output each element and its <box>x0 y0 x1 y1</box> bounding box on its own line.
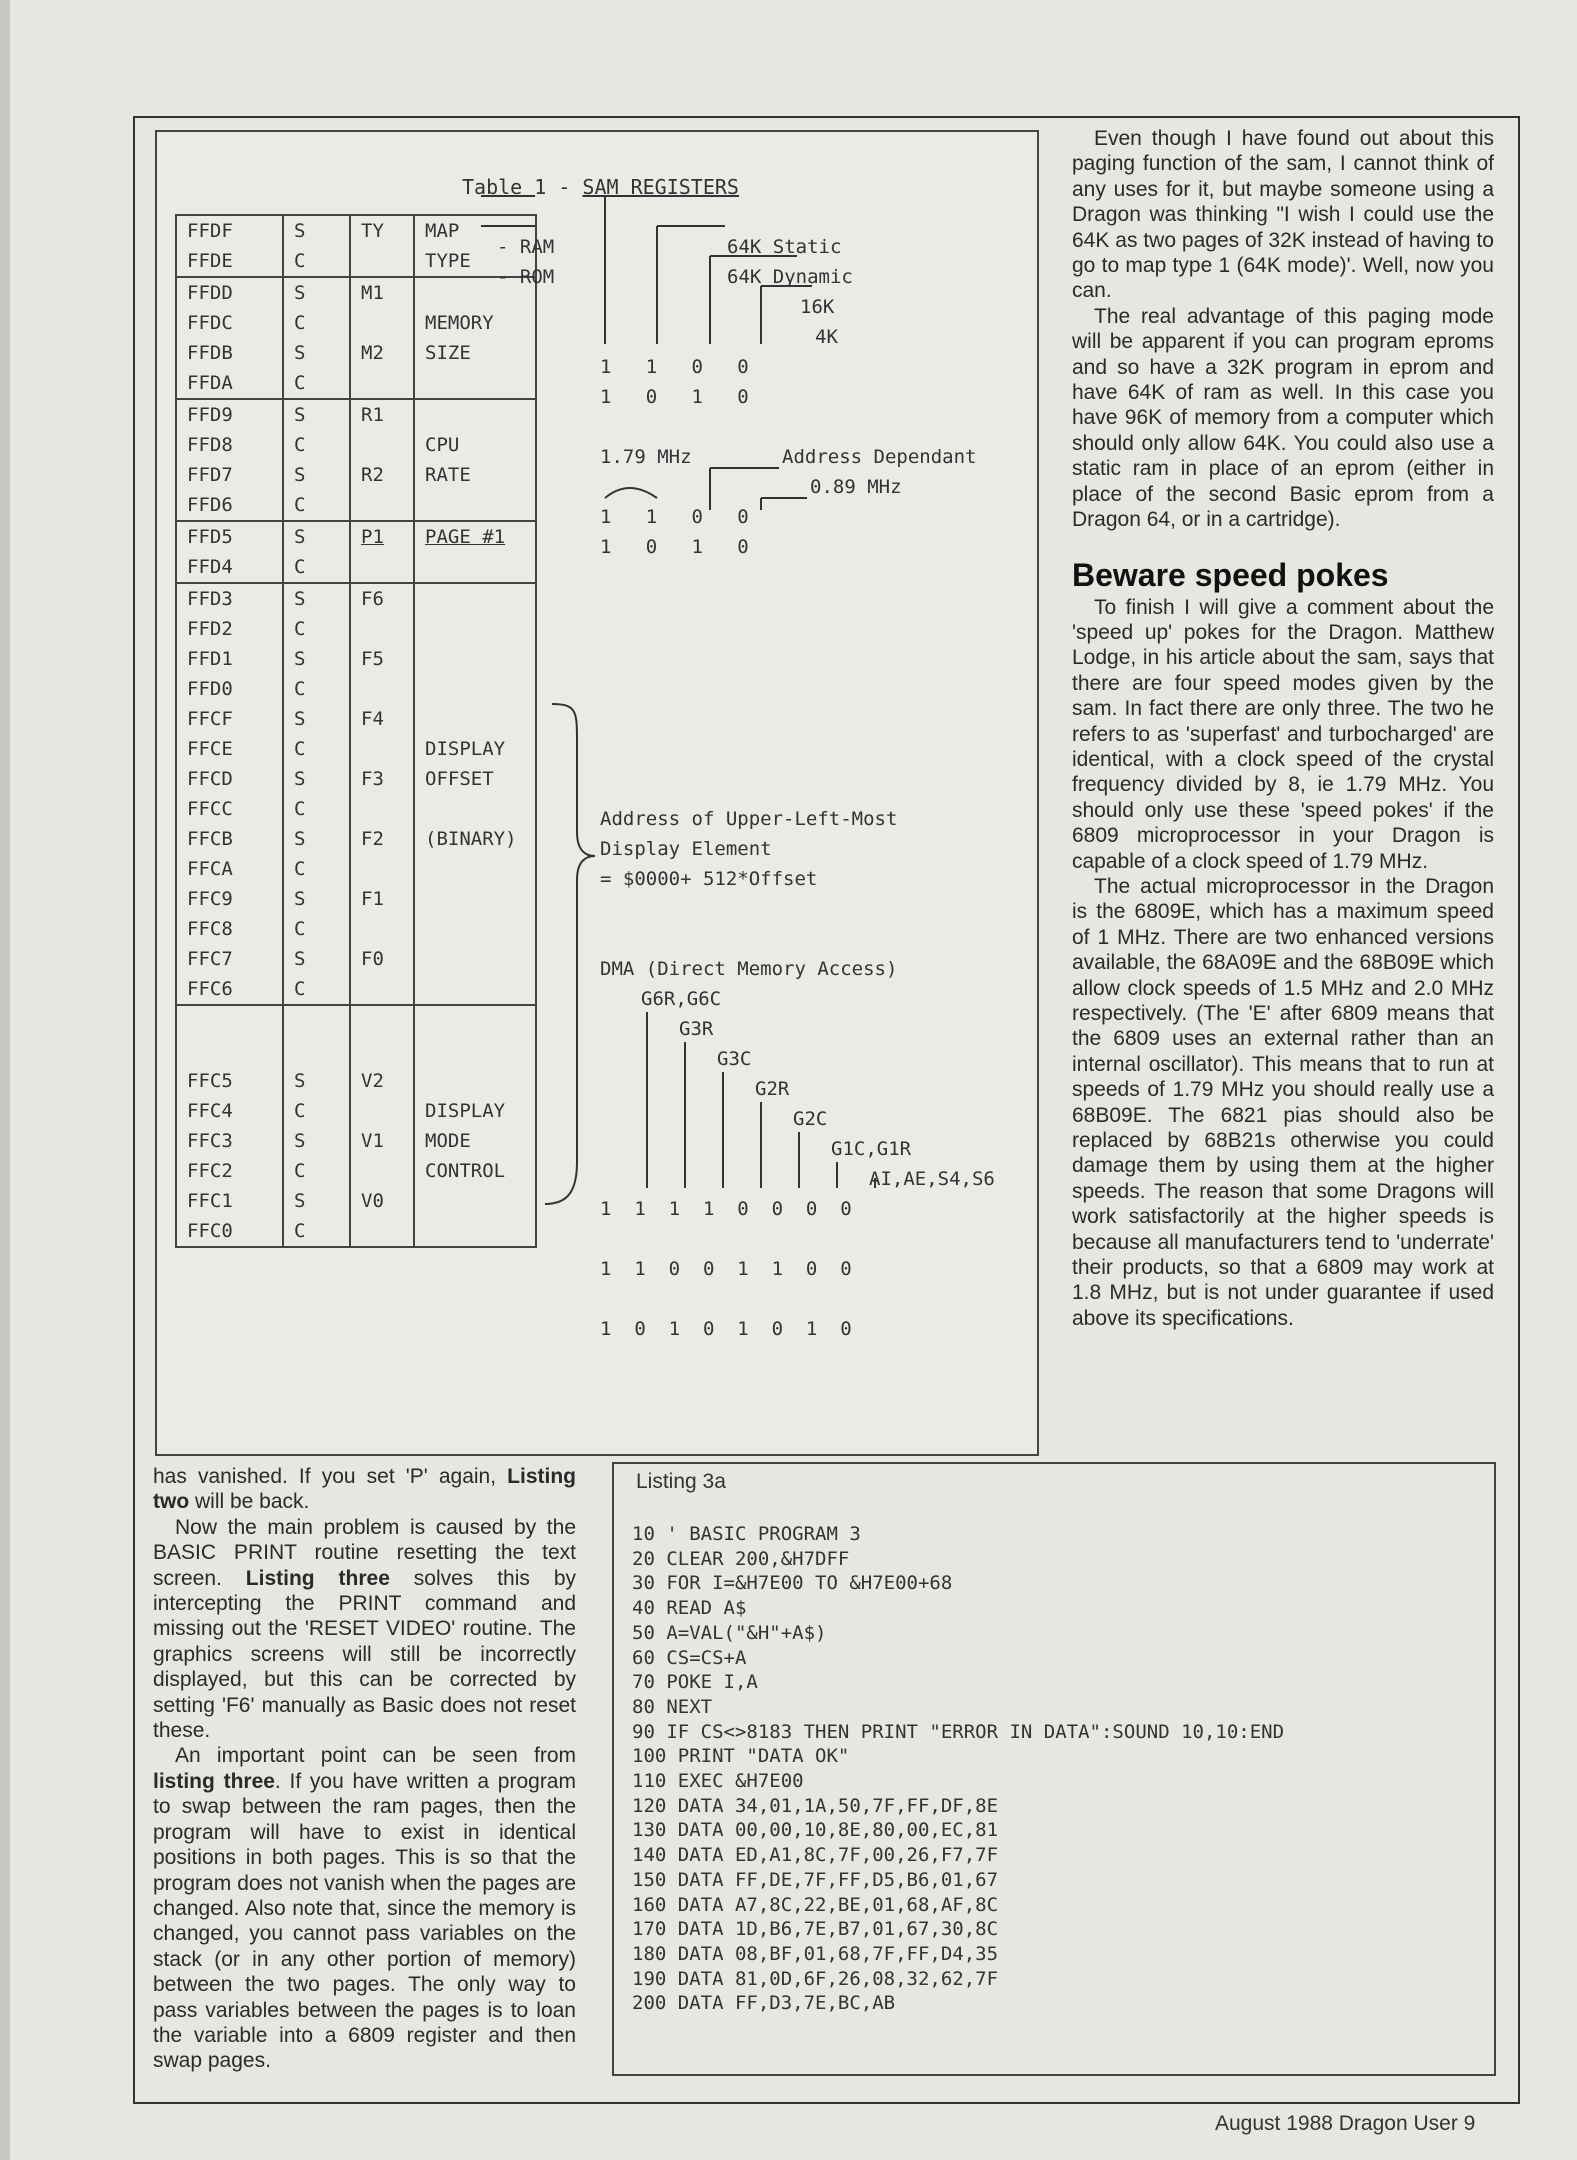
code-line: 110 EXEC &H7E00 <box>632 1770 804 1793</box>
register-address: FFC7 <box>176 944 283 974</box>
code-line: 100 PRINT "DATA OK" <box>632 1745 850 1768</box>
register-set-clear: C <box>283 490 350 521</box>
register-set-clear: S <box>283 704 350 734</box>
register-address: FFDB <box>176 338 283 368</box>
register-bit: M1 <box>350 277 414 308</box>
text-run: will be back. <box>189 1490 310 1514</box>
note-16k: 16K <box>800 296 835 318</box>
code-line: 200 DATA FF,D3,7E,BC,AB <box>632 1992 896 2015</box>
register-label: TYPE <box>414 246 536 277</box>
mode-row-3: 1 0 1 0 1 0 1 0 <box>600 1318 852 1340</box>
sam-registers-table <box>155 130 1039 1456</box>
register-bit: F6 <box>350 583 414 614</box>
register-set-clear: S <box>283 1126 350 1156</box>
register-set-clear: C <box>283 914 350 944</box>
register-bit: F5 <box>350 644 414 674</box>
annotation-lines <box>157 132 1037 1454</box>
register-set-clear: C <box>283 246 350 277</box>
register-address: FFD4 <box>176 552 283 583</box>
paragraph <box>153 1743 576 2073</box>
cpu-rate-row-2: 1 0 1 0 <box>600 536 749 558</box>
register-label: MODE <box>414 1126 536 1156</box>
note-address-dependant: Address Dependant <box>782 446 977 468</box>
register-bit: R2 <box>350 460 414 490</box>
register-set-clear: S <box>283 824 350 854</box>
paragraph: Even though I have found out about this paging function of the sam, I cannot think of any uses for it, but maybe someone using a Dragon was thinking "I wish I could use the 64K as two pages of 32K instead of having to go to map type 1 (64K mode)'. Well, now you can. <box>1072 127 1494 303</box>
register-set-clear: C <box>283 1216 350 1247</box>
mode-row-2: 1 1 0 0 1 1 0 0 <box>600 1258 852 1280</box>
register-set-clear: S <box>283 460 350 490</box>
code-line: 160 DATA A7,8C,22,BE,01,68,AF,8C <box>632 1893 999 1916</box>
register-bit: M2 <box>350 338 414 368</box>
bold-text-run: Listing two <box>153 1465 576 1514</box>
register-label: CPU <box>414 430 536 460</box>
text-run: Now the main problem is caused by the BASIC PRINT routine resetting the text screen. <box>153 1515 576 1590</box>
register-set-clear: S <box>283 764 350 794</box>
register-set-clear: S <box>283 884 350 914</box>
note-64k-static: 64K Static <box>727 236 842 258</box>
register-label: MAP <box>414 215 536 246</box>
register-address: FFC3 <box>176 1126 283 1156</box>
register-bit: P1 <box>350 521 414 552</box>
register-label: MEMORY <box>414 308 536 338</box>
register-label: DISPLAY <box>414 1096 536 1126</box>
register-address: FFD1 <box>176 644 283 674</box>
register-address: FFC8 <box>176 914 283 944</box>
register-address: FFDF <box>176 215 283 246</box>
cpu-rate-row-1: 1 1 0 0 <box>600 506 749 528</box>
register-set-clear: C <box>283 674 350 704</box>
register-set-clear: S <box>283 1066 350 1096</box>
register-label: DISPLAY <box>414 734 536 764</box>
paragraph <box>153 1515 576 1744</box>
register-set-clear: C <box>283 552 350 583</box>
register-address: FFD8 <box>176 430 283 460</box>
paragraph: To finish I will give a comment about the 'speed up' pokes for the Dragon. Matthew Lodge, in his article about the sam, says that there are four speed modes given by the sam. In fact there are only three. The two he refers to as 'superfast' and turbocharged' are identical, with a clock speed of the crystal frequency divided by 8, ie 1.79 MHz. You should only use these 'speed pokes' if the 6809 microprocessor in your Dragon is capable of a clock speed of 1.79 MHz. <box>1072 595 1494 873</box>
note-g2r: G2R <box>755 1078 790 1100</box>
register-set-clear: S <box>283 277 350 308</box>
register-bit: F3 <box>350 764 414 794</box>
right-column-text <box>1072 126 1494 1331</box>
note-g3r: G3R <box>679 1018 714 1040</box>
register-set-clear: C <box>283 430 350 460</box>
register-address: FFC5 <box>176 1066 283 1096</box>
register-address: FFD2 <box>176 614 283 644</box>
register-address: FFDC <box>176 308 283 338</box>
note-display-element: Display Element <box>600 838 772 860</box>
register-address: FFCB <box>176 824 283 854</box>
page-spine-shadow <box>0 0 10 2160</box>
left-column-text <box>153 1464 576 2074</box>
register-address: FFDA <box>176 368 283 399</box>
code-line: 150 DATA FF,DE,7F,FF,D5,B6,01,67 <box>632 1868 999 1891</box>
note-ai: AI,AE,S4,S6 <box>869 1168 995 1190</box>
mode-row-1: 1 1 1 1 0 0 0 0 <box>600 1198 852 1220</box>
register-set-clear: S <box>283 399 350 430</box>
register-set-clear: C <box>283 368 350 399</box>
register-label: OFFSET <box>414 764 536 794</box>
section-heading: Beware speed pokes <box>1072 556 1389 593</box>
mem-size-row-1: 1 1 0 0 <box>600 356 749 378</box>
register-address: FFCC <box>176 794 283 824</box>
register-bit: TY <box>350 215 414 246</box>
code-line: 180 DATA 08,BF,01,68,7F,FF,D4,35 <box>632 1942 999 1965</box>
register-set-clear: C <box>283 1096 350 1126</box>
table-title-main: SAM REGISTERS <box>582 175 739 199</box>
code-line: 60 CS=CS+A <box>632 1646 747 1669</box>
note-g6: G6R,G6C <box>641 988 722 1010</box>
code-line: 120 DATA 34,01,1A,50,7F,FF,DF,8E <box>632 1794 999 1817</box>
note-dma: DMA (Direct Memory Access) <box>600 958 898 980</box>
register-set-clear: S <box>283 1186 350 1216</box>
code-line: 40 READ A$ <box>632 1597 747 1620</box>
offset-brace <box>545 704 595 1204</box>
register-bit: R1 <box>350 399 414 430</box>
register-bit: V2 <box>350 1066 414 1096</box>
register-label: RATE <box>414 460 536 490</box>
note-64k-dynamic: 64K Dynamic <box>727 266 853 288</box>
register-address: FFCD <box>176 764 283 794</box>
code-line: 170 DATA 1D,B6,7E,B7,01,67,30,8C <box>632 1918 999 1941</box>
register-address: FFD9 <box>176 399 283 430</box>
register-set-clear: C <box>283 1156 350 1186</box>
register-address: FFD0 <box>176 674 283 704</box>
code-line: 90 IF CS<>8183 THEN PRINT "ERROR IN DATA":SOUND 10,10:END <box>632 1720 1285 1743</box>
bold-text-run: listing three <box>153 1769 275 1793</box>
register-set-clear: C <box>283 734 350 764</box>
mhz179-brace <box>605 488 657 498</box>
text-run: . If you have written a program to swap between the ram pages, then the program will have to exist in identical positions in both pages. This is so that the program does not vanish when the pages are changed. Also note that, since the memory is changed, you cannot pass variables on the stack (or in any other portion of memory) between the two pages. The only way to pass variables between the pages is to loan the variable into a 6809 register and then swap pages. <box>153 1769 576 2073</box>
register-address: FFC4 <box>176 1096 283 1126</box>
register-set-clear: C <box>283 614 350 644</box>
mem-size-row-2: 1 0 1 0 <box>600 386 749 408</box>
register-set-clear: C <box>283 974 350 1005</box>
code-line: 140 DATA ED,A1,8C,7F,00,26,F7,7F <box>632 1844 999 1867</box>
register-set-clear: S <box>283 338 350 368</box>
text-run: solves this by intercepting the PRINT command and missing out the 'RESET VIDEO' routine. The graphics screens will still be incorrectly displayed, but this can be corrected by setting 'F6' manually as Basic does not reset these. <box>153 1566 576 1743</box>
page-footer: August 1988 Dragon User 9 <box>1215 2112 1476 2135</box>
register-address: FFC6 <box>176 974 283 1005</box>
paragraph: The actual microprocessor in the Dragon is the 6809E, which has a maximum speed of 1 MHz. There are two enhanced versions available, the 68A09E and the 68B09E which allow clock speeds of 1.5 MHz and 2.0 MHz respectively. (The 'E' after 6809 means that the 6809 uses an external rather than an internal oscillator). This means that to run at speeds of 1.79 MHz you should really use a 68B09E. The 6821 pias should also be replaced by 68B21s otherwise you could damage them by using them at the higher speeds. The reason that some Dragons will work satisfactorily at the higher speeds is because all manufacturers tend to 'underrate' their products, so that a 6809 may work at 1.8 MHz, but is not under guarantee if used above its specifications. <box>1072 874 1494 1330</box>
note-g3c: G3C <box>717 1048 752 1070</box>
code-line: 20 CLEAR 200,&H7DFF <box>632 1547 850 1570</box>
code-line: 30 FOR I=&H7E00 TO &H7E00+68 <box>632 1572 953 1595</box>
table-title-prefix: Table 1 - <box>462 175 583 199</box>
register-set-clear: C <box>283 794 350 824</box>
register-address: FFCF <box>176 704 283 734</box>
register-bit: V1 <box>350 1126 414 1156</box>
register-address: FFC9 <box>176 884 283 914</box>
note-ram: - RAM <box>497 236 555 258</box>
note-0-89-mhz: 0.89 MHz <box>810 476 902 498</box>
register-bit: F0 <box>350 944 414 974</box>
register-bit: F4 <box>350 704 414 734</box>
listing-3a-box <box>612 1462 1496 2076</box>
bold-text-run: Listing three <box>245 1566 390 1590</box>
note-address-upper-left: Address of Upper-Left-Most <box>600 808 898 830</box>
note-offset-formula: = $0000+ 512*Offset <box>600 868 818 890</box>
register-address: FFD5 <box>176 521 283 552</box>
code-line: 50 A=VAL("&H"+A$) <box>632 1621 827 1644</box>
code-line: 70 POKE I,A <box>632 1671 758 1694</box>
code-line: 10 ' BASIC PROGRAM 3 <box>632 1523 861 1545</box>
register-address: FFC1 <box>176 1186 283 1216</box>
code-line: 80 NEXT <box>632 1695 713 1718</box>
register-address: FFDD <box>176 277 283 308</box>
register-address: FFD7 <box>176 460 283 490</box>
register-bit: F1 <box>350 884 414 914</box>
register-set-clear: S <box>283 583 350 614</box>
text-run: An important point can be seen from <box>175 1744 576 1768</box>
register-label: SIZE <box>414 338 536 368</box>
note-g2c: G2C <box>793 1108 828 1130</box>
register-address: FFCA <box>176 854 283 884</box>
register-address: FFD3 <box>176 583 283 614</box>
text-run: has vanished. If you set 'P' again, <box>153 1465 508 1488</box>
register-set-clear: S <box>283 215 350 246</box>
register-bit: V0 <box>350 1186 414 1216</box>
register-set-clear: S <box>283 644 350 674</box>
register-label: CONTROL <box>414 1156 536 1186</box>
register-address: FFD6 <box>176 490 283 521</box>
note-1-79-mhz: 1.79 MHz <box>600 446 692 468</box>
register-set-clear: C <box>283 854 350 884</box>
register-set-clear: S <box>283 944 350 974</box>
register-address: FFCE <box>176 734 283 764</box>
note-g1: G1C,G1R <box>831 1138 912 1160</box>
register-address: FFC0 <box>176 1216 283 1247</box>
note-4k: 4K <box>815 326 838 348</box>
register-address: FFC2 <box>176 1156 283 1186</box>
listing-code <box>632 1522 1284 2016</box>
code-line: 190 DATA 81,0D,6F,26,08,32,62,7F <box>632 1967 999 1990</box>
listing-title: Listing 3a <box>636 1470 726 1493</box>
register-address: FFDE <box>176 246 283 277</box>
code-line: 130 DATA 00,00,10,8E,80,00,EC,81 <box>632 1819 999 1842</box>
register-label: PAGE #1 <box>414 521 536 552</box>
note-rom: - ROM <box>497 266 555 288</box>
paragraph <box>153 1464 576 1515</box>
register-set-clear: S <box>283 521 350 552</box>
register-label: (BINARY) <box>414 824 536 854</box>
register-bit: F2 <box>350 824 414 854</box>
register-set-clear: C <box>283 308 350 338</box>
paragraph: The real advantage of this paging mode will be apparent if you can program eproms and so have a 32K program in eprom and have 64K of ram as well. In this case you have 96K of memory from a computer which should only allow 64K. You could also use a static ram in place of an eprom (either in place of the second Basic eprom from a Dragon 64, or in a cartridge). <box>1072 304 1494 532</box>
